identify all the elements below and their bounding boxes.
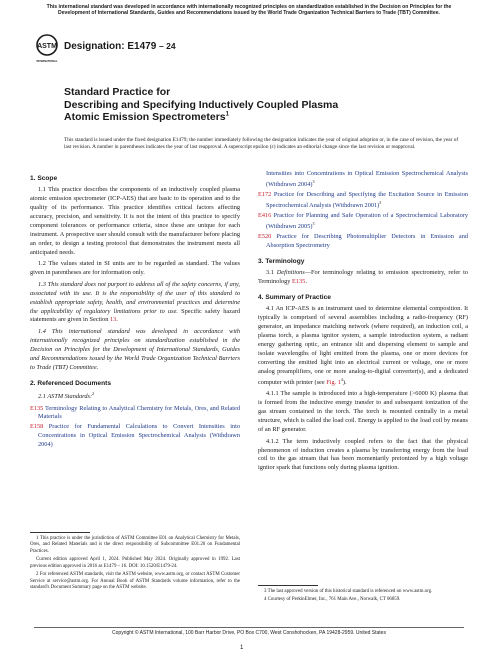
title-line-3: Atomic Emission Spectrometers$^1$ — [64, 111, 229, 124]
right-footnotes — [258, 585, 468, 606]
section-13-link[interactable]: 13 — [109, 316, 117, 324]
ref-e416[interactable]: E416 Practice for Planning and Safe Operation of a Spectrochemical Laboratory (Withdrawn 2005)$^3$ — [258, 211, 468, 230]
footer-rule — [34, 627, 464, 628]
page-number: 1 — [240, 645, 244, 651]
ref-e158[interactable]: E158 Practice for Fundamental Calculations to Convert Intensities into Concentrations in Optical Emission Spectrochemical Analysis (Withdrawn 2004) — [30, 423, 240, 449]
paragraph-1-2: 1.2 The values stated in SI units are to be regarded as standard. The values given in parentheses are for information only. — [30, 260, 240, 277]
paragraph-3-1: 3.1 Definitions—For terminology relating to emission spectrometry, refer to Terminology E135. — [258, 269, 468, 286]
ref-e520[interactable]: E520 Practice for Describing Photomultiplier Detectors in Emission and Absorption Spectrometry — [258, 232, 468, 249]
document-title — [64, 86, 404, 124]
astm-logo — [34, 34, 60, 64]
svg-text:INTERNATIONAL: INTERNATIONAL — [36, 60, 58, 63]
paragraph-1-1: 1.1 This practice describes the components of an inductively coupled plasma atomic emission spectrometer (ICP-AES) that are basic to its operation and to the quality of its performance. This practice identifies critical factors affecting accuracy, precision, and sensitivity. It is not the intent of this practice to specify component tolerances or performance criteria, since these are unique for each instrument. A prospective user should consult with the manufacturer before placing an order, to design a testing protocol that demonstrates the instrument meets all anticipated needs. — [30, 186, 240, 256]
left-footnotes — [30, 532, 240, 594]
title-line-2: Describing and Specifying Inductively Coupled Plasma — [64, 98, 339, 111]
wto-notice: This international standard was developed in accordance with internationally recognized principles on standardization established in the Decision on Principles for the Development of International Standards, Guides and Recommendations issued by the World Trade Organization Technical Barriers to Trade (TBT) Committee. — [46, 4, 452, 17]
paragraph-4-1-1: 4.1.1 The sample is introduced into a high-temperature (>6000 K) plasma that is formed from the inductive energy transfer to and subsequent ionization of the gas stream contained in the torch. The torch is mounted centrally in a metal structure, which is called the load coil. Energy is applied to the load coil by means of an RF generator. — [258, 390, 468, 434]
paragraph-4-1: 4.1 An ICP-AES is an instrument used to determine elemental composition. It typically is comprised of several assemblies including a radio-frequency (RF) generator, an impedance matching network (where required), an induction coil, a plasma torch, a plasma ignitor system, a sample introduction system, a radiant energy gathering optic, an entrance slit and dispersing element to sample and isolate wavelengths of light emitted from the plasma, one or more devices for converting the emitted light into an electrical current or voltage, one or more analog preamplifiers, one or more analog-to-digital converter(s), and a dedicated computer with printer (see Fig. $1^4$). — [258, 305, 468, 386]
ref-e135[interactable]: E135 Terminology Relating to Analytical Chemistry for Metals, Ores, and Related Materials — [30, 404, 241, 421]
designation — [64, 41, 176, 52]
footnote-1: 1 This practice is under the jurisdiction of ASTM Committee E01 on Analytical Chemistry for Metals, Ores, and Related Materials and is the direct responsibility of Subcommittee E01.20 on Fundamental Practices. — [30, 536, 240, 554]
paragraph-4-1-2: 4.1.2 The term inductively coupled refers to the fact that the physical phenomenon of induction creates a plasma by transferring energy from the load coil to the gas stream that has been momentarily preionized by a high voltage ignitor spark that functions only during plasma ignition. — [258, 437, 468, 472]
footnote-rule-right — [258, 585, 318, 586]
astm-standards-label: 2.1 ASTM Standards:$^2$ — [38, 390, 95, 401]
footnote-1-edition: Current edition approved April 1, 2024. Published May 2024. Originally approved in 1992. Last previous edition approved in 2016 as E1479 – 16. DOI: 10.1520/E1479-24. — [30, 557, 240, 569]
right-column — [258, 170, 468, 476]
title-footnote-mark: 1 — [225, 111, 229, 118]
section-heading-terminology: 3. Terminology — [258, 257, 305, 265]
footnote-4: 4 Courtesy of PerkinElmer, Inc., 761 Main Ave., Norwalk, CT 06859. — [264, 597, 401, 603]
footnote-2: 2 For referenced ASTM standards, visit the ASTM website, www.astm.org, or contact ASTM Customer Service at service@astm.org. For Annual Book of ASTM Standards volume information, refer to the standard's Document Summary page on the ASTM website. — [30, 572, 240, 591]
footnote-3: 3 The last approved version of this historical standard is referenced on www.astm.org. — [264, 589, 433, 594]
paragraph-1-3: 1.3 This standard does not purport to address all of the safety concerns, if any, associated with its use. It is the responsibility of the user of this standard to establish appropriate safety, health, and environmental practices and determine the applicability of regulatory limitations prior to use. Specific safety hazard statements are given in Section 13. — [30, 280, 241, 324]
paragraph-1-4: 1.4 This international standard was developed in accordance with internationally recognized principles on standardization established in the Decision on Principles for the Development of International Standards, Guides and Recommendations issued by the World Trade Organization Technical Barriers to Trade (TBT) Committee. — [30, 327, 240, 371]
designation-year: – 24 — [159, 41, 176, 51]
section-heading-summary: 4. Summary of Practice — [258, 294, 331, 302]
issue-note: This standard is issued under the fixed designation E1479; the number immediately following the designation indicates the year of original adoption or, in the case of revision, the year of last revision. A number in parentheses indicates the year of last reapproval. A superscript epsilon (ε) indicates an editorial change since the last revision or reapproval. — [64, 137, 459, 150]
copyright-footer: Copyright © ASTM International, 100 Barr Harbor Drive, PO Box C700, West Conshohocken, PA 19428-2959. United States — [112, 630, 386, 636]
fig-1-link[interactable]: Fig. 1 — [326, 378, 341, 386]
ref-e158-cont: Intensities into Concentrations in Optical Emission Spectrochemical Analysis (Withdrawn 2004)$^3$ — [266, 170, 468, 189]
footnote-rule — [30, 532, 90, 533]
svg-text:ASTM: ASTM — [37, 43, 57, 50]
section-heading-scope: 1. Scope — [30, 175, 58, 182]
designation-label: Designation: E1479 — [64, 41, 157, 52]
ref-e172[interactable]: E172 Practice for Describing and Specifying the Excitation Source in Emission Spectrochemical Analysis (Withdrawn 2001)$^3$ — [258, 190, 469, 209]
left-column — [30, 170, 240, 451]
section-heading-referenced: 2. Referenced Documents — [30, 379, 111, 387]
e135-link[interactable]: E135 — [292, 278, 306, 286]
title-line-1: Standard Practice for — [64, 86, 171, 98]
